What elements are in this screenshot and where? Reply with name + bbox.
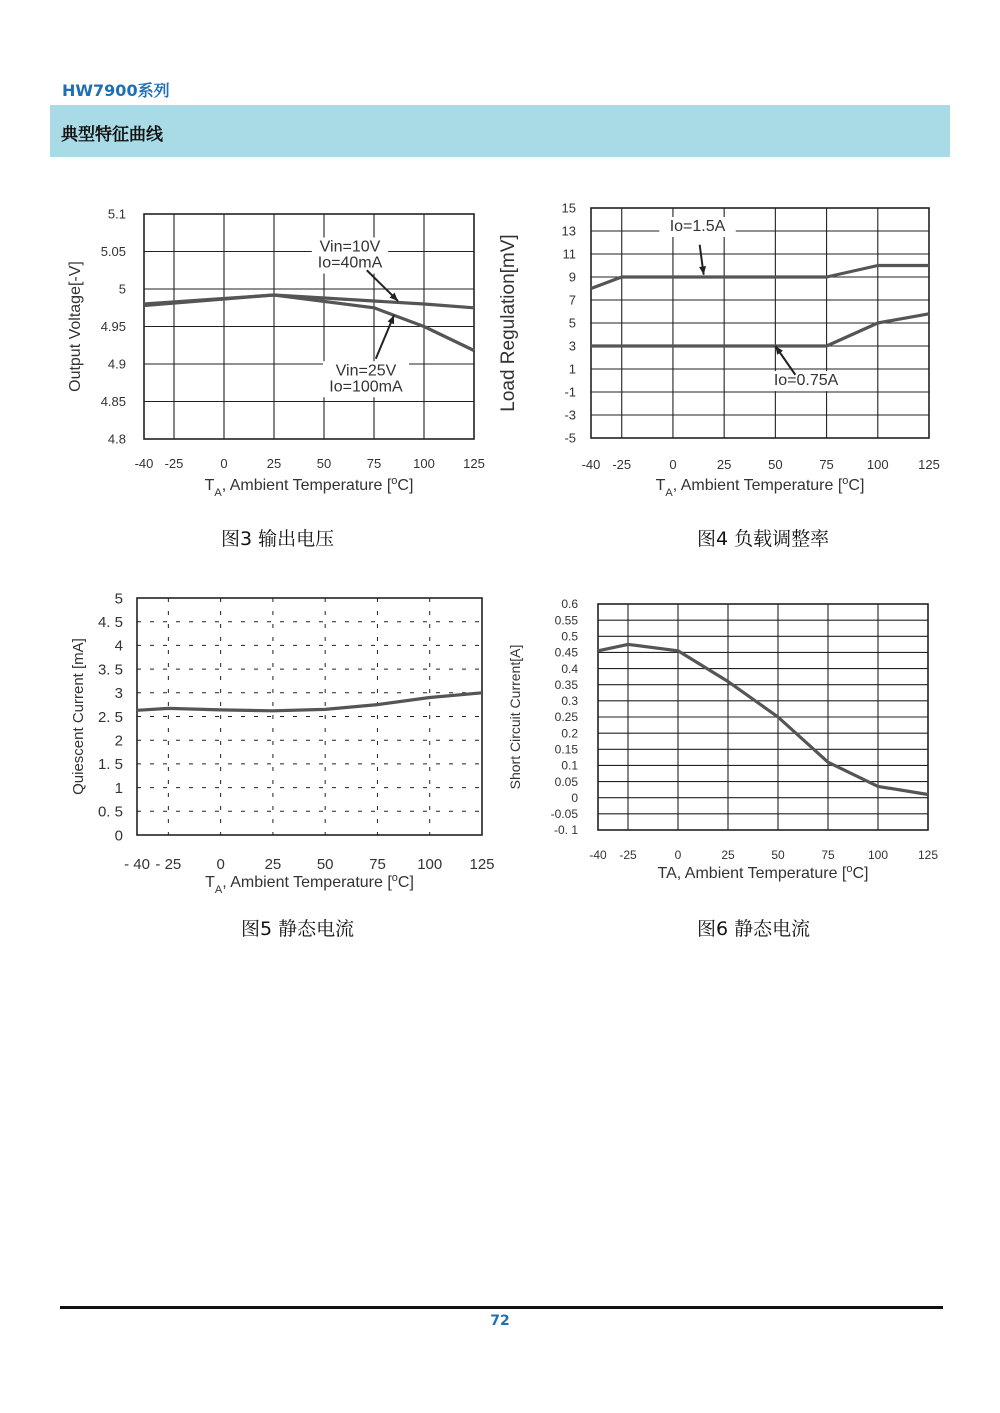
fig4-y-tick-label: 3 (568, 338, 576, 354)
fig3-y-tick-label: 4.9 (107, 356, 126, 372)
fig4-y-tick-label: 7 (568, 292, 576, 308)
fig5-x-tick-label: 100 (417, 856, 443, 873)
fig5-y-tick-label: 4. 5 (97, 613, 123, 631)
fig5-y-tick-label: 3 (114, 685, 123, 703)
fig4-annotation-label: Io=1.5A (669, 218, 726, 235)
fig4-x-tick-label: 125 (918, 457, 940, 472)
fig6-y-tick-label: 0.4 (561, 661, 578, 676)
fig3-chart (67, 207, 485, 499)
fig4-chart (498, 201, 940, 499)
fig4-y-tick-label: 5 (568, 315, 576, 331)
fig6-x-axis-label: TA, Ambient Temperature [$^o$C] (657, 863, 869, 882)
fig3-y-tick-label: 4.8 (107, 431, 126, 447)
fig5-x-tick-label: - 40 (124, 856, 150, 873)
fig5-y-tick-label: 0. 5 (97, 803, 123, 821)
fig5-chart (70, 590, 495, 896)
fig5-x-tick-label: 75 (369, 856, 386, 873)
fig4-x-tick-label: 100 (866, 457, 889, 472)
fig3-annotation-label: Vin=10V (319, 238, 381, 256)
fig6-x-tick-label: -25 (619, 848, 637, 862)
fig3-y-tick-label: 5 (118, 281, 126, 297)
fig3-x-tick-label: 100 (413, 456, 435, 471)
fig5-x-tick-label: 0 (216, 856, 225, 873)
fig4-x-tick-label: 75 (819, 457, 834, 472)
fig5-x-axis-label: $T_A$, Ambient Temperature [$^o$C] (205, 872, 414, 896)
fig4-x-tick-label: -40 (581, 457, 601, 472)
fig4-x-tick-label: -25 (612, 457, 632, 472)
fig5-y-tick-label: 2 (114, 732, 123, 750)
fig3-y-tick-label: 4.95 (100, 319, 126, 335)
fig4-y-tick-label: -1 (564, 384, 576, 400)
fig6-y-tick-label: 0.35 (554, 677, 578, 692)
fig3-x-tick-label: 25 (266, 456, 282, 471)
fig5-y-axis-label: Quiescent Current [mA] (70, 638, 87, 795)
fig5-y-tick-label: 1. 5 (97, 756, 123, 774)
fig5-x-tick-label: 25 (264, 856, 282, 873)
fig5-y-tick-label: 1 (114, 779, 123, 797)
fig6-x-tick-label: -40 (589, 848, 607, 862)
page-number: 72 (490, 1313, 510, 1329)
section-title: 典型特征曲线 (61, 125, 163, 145)
fig3-x-tick-label: -25 (164, 456, 184, 471)
footer-rule (60, 1306, 943, 1309)
fig5-y-tick-label: 2. 5 (97, 708, 123, 726)
fig4-y-tick-label: -5 (564, 430, 576, 446)
fig6-y-tick-label: 0.45 (554, 645, 578, 660)
fig3-x-tick-label: 75 (366, 456, 382, 471)
fig3-x-tick-label: -40 (134, 456, 154, 471)
fig4-x-tick-label: 0 (669, 457, 677, 472)
fig6-y-tick-label: -0.05 (550, 807, 578, 822)
fig6-x-tick-label: 125 (917, 848, 939, 862)
fig5-x-tick-label: 50 (316, 856, 334, 873)
fig4-x-tick-label: 50 (768, 457, 783, 472)
caption-fig6: 图6 静态电流 (697, 918, 811, 940)
fig4-y-tick-label: 1 (568, 361, 576, 377)
fig4-y-tick-label: -3 (564, 407, 576, 423)
fig6-y-tick-label: -0. 1 (553, 823, 578, 838)
fig6-y-tick-label: 0.15 (554, 742, 578, 757)
fig3-annotation-label: Io=100mA (329, 378, 403, 396)
fig5-x-tick-label: 125 (469, 856, 495, 873)
fig3-y-tick-label: 4.85 (100, 394, 126, 410)
fig4-y-axis-label: Load Regulation[mV] (498, 234, 519, 412)
fig6-y-tick-label: 0.2 (561, 726, 578, 741)
fig3-annotation-label: Io=40mA (317, 254, 383, 272)
fig4-y-tick-label: 9 (568, 269, 576, 285)
fig6-y-tick-label: 0.05 (554, 774, 578, 789)
fig5-y-tick-label: 4 (114, 637, 123, 655)
caption-fig3: 图3 输出电压 (221, 528, 335, 550)
fig5-y-tick-label: 5 (114, 590, 123, 608)
fig3-x-axis-label: $T_A$, Ambient Temperature [$^o$C] (204, 475, 414, 499)
fig6-y-tick-label: 0.1 (561, 758, 578, 773)
fig3-annotation-label: Vin=25V (335, 362, 397, 380)
fig5-y-tick-label: 3. 5 (97, 661, 123, 679)
fig6-x-tick-label: 50 (771, 848, 785, 862)
fig6-y-tick-label: 0 (571, 790, 578, 805)
fig3-x-tick-label: 125 (463, 456, 485, 471)
fig5-series-line (137, 693, 482, 711)
fig6-y-tick-label: 0.6 (561, 597, 578, 612)
fig6-x-tick-label: 100 (867, 848, 889, 862)
fig5-y-tick-label: 0 (114, 827, 123, 845)
fig3-y-tick-label: 5.1 (107, 206, 126, 222)
fig6-x-tick-label: 0 (674, 848, 682, 862)
fig5-x-tick-label: - 25 (155, 856, 182, 873)
caption-fig5: 图5 静态电流 (241, 918, 355, 940)
fig3-x-tick-label: 50 (316, 456, 332, 471)
caption-fig4: 图4 负载调整率 (697, 528, 830, 550)
series-title: HW7900系列 (62, 81, 170, 100)
fig3-x-tick-label: 0 (220, 456, 228, 471)
fig6-y-tick-label: 0.55 (554, 613, 578, 628)
fig4-y-tick-label: 11 (562, 246, 576, 262)
fig6-y-tick-label: 0.25 (554, 710, 578, 725)
fig6-y-tick-label: 0.3 (561, 694, 578, 709)
fig6-y-tick-label: 0.5 (561, 629, 578, 644)
fig3-y-tick-label: 5.05 (100, 244, 126, 260)
fig4-x-tick-label: 25 (716, 457, 732, 472)
fig4-x-axis-label: $T_A$, Ambient Temperature [$^o$C] (655, 475, 865, 499)
fig6-chart (507, 597, 938, 882)
fig4-annotation-label: Io=0.75A (773, 372, 839, 390)
fig3-y-axis-label: Output Voltage[-V] (67, 261, 84, 392)
fig6-x-tick-label: 75 (821, 848, 835, 862)
fig6-y-axis-label: Short Circuit Current[A] (507, 644, 523, 790)
fig4-y-tick-label: 15 (561, 200, 576, 216)
fig4-y-tick-label: 13 (561, 223, 576, 239)
fig6-x-tick-label: 25 (721, 848, 735, 862)
